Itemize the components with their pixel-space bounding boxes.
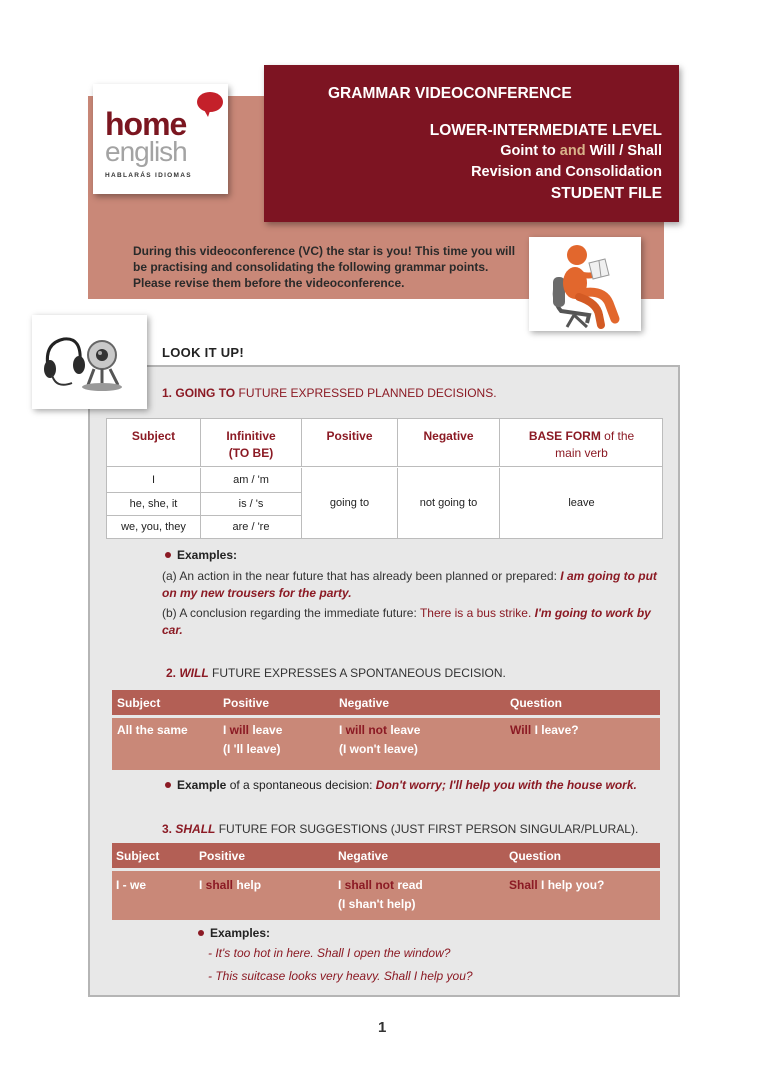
shall-header-negative: Negative (338, 849, 389, 863)
home-english-logo (93, 84, 228, 194)
will-header-negative: Negative (339, 696, 390, 710)
section1-examples-label: Examples: (165, 548, 237, 562)
table1-subject-we-you-they: we, you, they (107, 516, 201, 538)
table1-negative-not-going-to: not going to (398, 468, 500, 538)
table1-header-negative: Negative (398, 419, 500, 467)
will-subject: All the same (117, 723, 188, 737)
section1-example-b: (b) A conclusion regarding the immediate future: There is a bus strike. I'm going to work by car. (162, 606, 651, 637)
shall-question: Shall I help you? (509, 878, 605, 892)
will-header-question: Question (510, 696, 563, 710)
shall-negative: I shall not read (I shan't help) (338, 878, 423, 912)
section3-example-2: - This suitcase looks very heavy. Shall I help you? (208, 969, 473, 983)
section2-example: Example of a spontaneous decision: Don't worry; I'll help you with the house work. (165, 778, 637, 792)
page-number: 1 (378, 1019, 387, 1036)
section2-heading: 2. WILL FUTURE EXPRESSES A SPONTANEOUS DECISION. (166, 666, 506, 680)
look-it-up-heading: LOOK IT UP! (162, 345, 245, 360)
bullet-icon (198, 930, 204, 936)
table1-be-am: am / 'm (201, 468, 302, 492)
table1-subject-i: I (107, 468, 201, 492)
shall-table-header (112, 843, 660, 868)
bullet-icon (165, 782, 171, 788)
title-topic: Goint to and Will / Shall (500, 143, 662, 159)
will-negative: I will not leave (I won't leave) (339, 723, 421, 757)
speech-bubble-icon (197, 92, 223, 112)
table1-be-are: are / 're (201, 516, 302, 538)
will-header-positive: Positive (223, 696, 270, 710)
table1-be-is: is / 's (201, 493, 302, 515)
shall-subject: I - we (116, 878, 147, 892)
table1-header-base-form: BASE FORM of the main verb (500, 419, 663, 467)
table1-header-infinitive: Infinitive (TO BE) (201, 419, 302, 467)
table1-base-leave: leave (568, 497, 595, 509)
section3-heading: 3. SHALL FUTURE FOR SUGGESTIONS (JUST FIRST PERSON SINGULAR/PLURAL). (162, 822, 639, 836)
section1-heading: 1. GOING TO FUTURE EXPRESSED PLANNED DECISIONS. (162, 386, 497, 400)
logo-word-english: english (105, 136, 187, 167)
section1-example-a: (a) An action in the near future that has already been planned or prepared: I am going to put on my new trousers for the party. (162, 569, 657, 600)
logo-word-home: home (105, 106, 187, 142)
table1-header-positive: Positive (302, 419, 398, 467)
going-to-table (106, 418, 663, 539)
section3-examples-label: Examples: (198, 926, 270, 940)
intro-paragraph: During this videoconference (VC) the star is you! This time you will be practising and consolidating the following grammar points. Please revise them before the videoconference. (133, 244, 516, 291)
will-table-row (112, 718, 660, 770)
shall-positive: I shall help (199, 878, 262, 892)
title-box (264, 65, 679, 222)
title-student-file: STUDENT FILE (550, 185, 662, 202)
will-positive: I will leave (I 'll leave) (223, 723, 283, 757)
table1-subject-he-she-it: he, she, it (107, 493, 201, 515)
shall-table-row (112, 871, 660, 920)
shall-header-question: Question (509, 849, 562, 863)
will-header-subject: Subject (117, 696, 161, 710)
reading-figure-illustration (529, 237, 641, 331)
shall-header-positive: Positive (199, 849, 246, 863)
will-question: Will I leave? (510, 723, 579, 737)
will-table-header (112, 690, 660, 715)
title-revision: Revision and Consolidation (471, 164, 662, 180)
shall-header-subject: Subject (116, 849, 160, 863)
title-grammar-videoconference: GRAMMAR VIDEOCONFERENCE (328, 85, 572, 102)
headset-webcam-illustration (32, 315, 147, 409)
bullet-icon (165, 552, 171, 558)
title-level: LOWER-INTERMEDIATE LEVEL (429, 122, 662, 139)
logo-tagline: HABLARÁS IDIOMAS (105, 172, 192, 179)
section3-example-1: - It's too hot in here. Shall I open the window? (208, 946, 451, 960)
table1-positive-going-to: going to (302, 468, 398, 538)
table1-header-subject: Subject (107, 419, 201, 467)
